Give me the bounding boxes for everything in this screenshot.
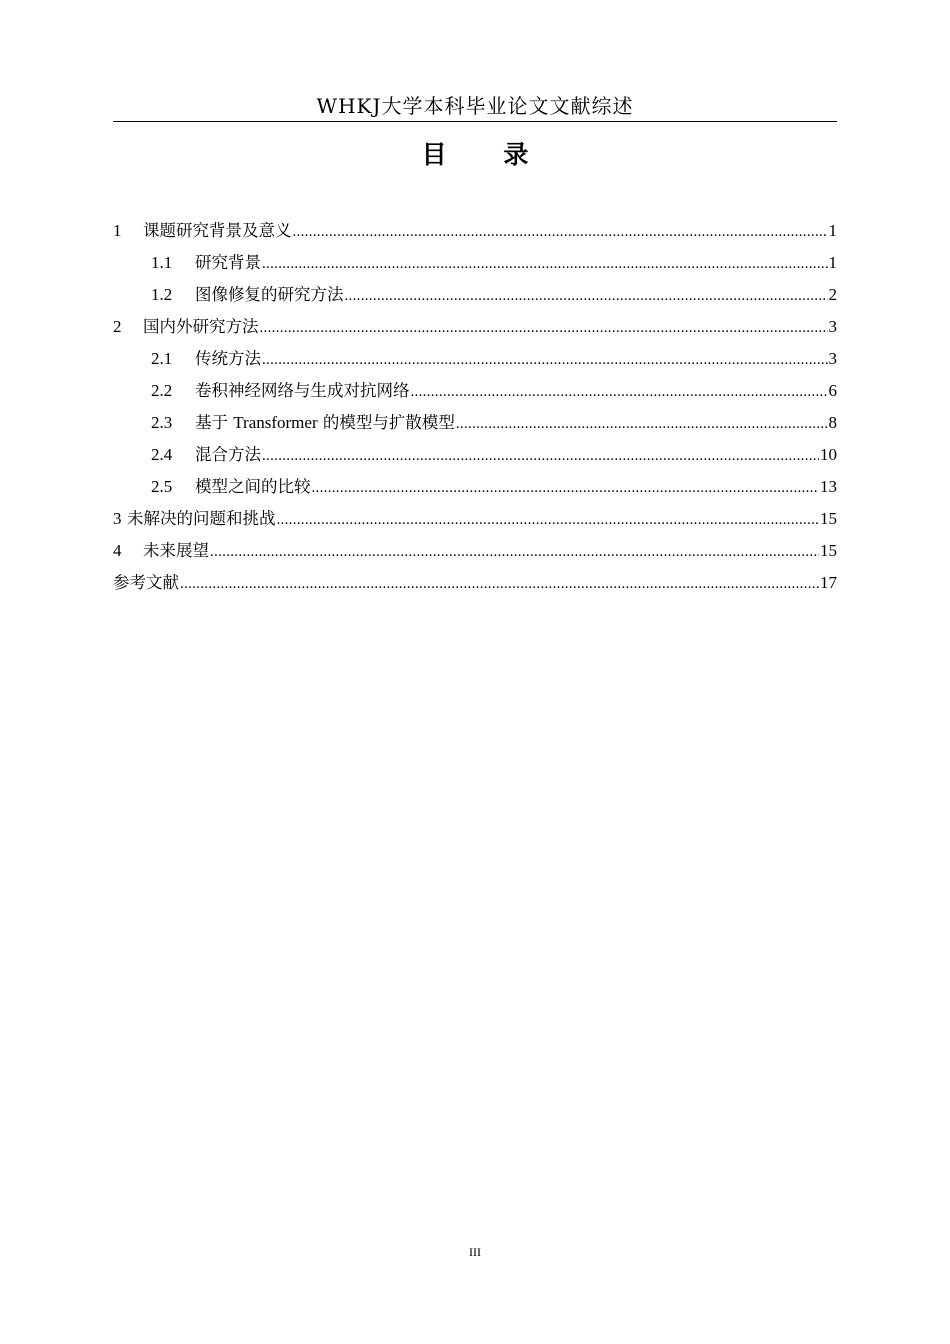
toc-entry-2-4[interactable] bbox=[113, 439, 837, 471]
toc-entry-number: 4 bbox=[113, 541, 122, 560]
toc-entry-page: 1 bbox=[828, 253, 837, 272]
toc-entry-label bbox=[195, 407, 455, 439]
toc-entry-page: 17 bbox=[820, 573, 837, 592]
toc-entry-2-3[interactable] bbox=[113, 407, 837, 439]
toc-entry-page: 10 bbox=[820, 445, 837, 464]
toc-entry-2-1[interactable] bbox=[113, 343, 837, 375]
toc-title: 目 录 bbox=[421, 140, 553, 169]
toc-entry-label: 参考文献 bbox=[113, 573, 179, 592]
toc-entry-number: 1.1 bbox=[151, 253, 173, 272]
toc-entry-label: 混合方法 bbox=[195, 445, 261, 464]
toc-entry-label-suffix: 的模型与扩散模型 bbox=[317, 413, 455, 432]
header-rule bbox=[113, 121, 837, 122]
toc-entry-page: 13 bbox=[820, 477, 837, 496]
dot-leader bbox=[345, 279, 828, 312]
toc-entry-2[interactable] bbox=[113, 311, 837, 343]
toc-entry-1-1[interactable] bbox=[113, 247, 837, 279]
toc-entry-page: 6 bbox=[828, 381, 837, 400]
toc-entry-label: 传统方法 bbox=[195, 349, 261, 368]
toc-entry-number: 2.5 bbox=[151, 477, 173, 496]
toc-entry-number: 1 bbox=[113, 221, 122, 240]
toc-entry-label: 未来展望 bbox=[143, 541, 209, 560]
dot-leader bbox=[260, 311, 828, 344]
toc-entry-label: 模型之间的比较 bbox=[195, 477, 311, 496]
toc-entry-page: 1 bbox=[828, 221, 837, 240]
toc-entry-1[interactable] bbox=[113, 215, 837, 247]
dot-leader bbox=[277, 503, 820, 536]
dot-leader bbox=[312, 471, 820, 504]
toc-entry-page: 3 bbox=[828, 349, 837, 368]
toc-entry-number: 2.4 bbox=[151, 445, 173, 464]
toc-entry-label: 研究背景 bbox=[195, 253, 261, 272]
toc-entry-page: 15 bbox=[820, 509, 837, 528]
toc-entry-label: 图像修复的研究方法 bbox=[195, 285, 344, 304]
toc-entry-page: 8 bbox=[828, 413, 837, 432]
toc-entry-label-latin: Transformer bbox=[233, 413, 318, 432]
toc-entry-4[interactable] bbox=[113, 535, 837, 567]
running-header: WHKJ大学本科毕业论文文献综述 bbox=[316, 94, 634, 118]
page-number: III bbox=[469, 1245, 481, 1259]
dot-leader bbox=[456, 407, 828, 440]
toc-entry-1-2[interactable] bbox=[113, 279, 837, 311]
toc-entry-label: 国内外研究方法 bbox=[143, 317, 259, 336]
dot-leader bbox=[262, 247, 828, 280]
toc-entry-page: 15 bbox=[820, 541, 837, 560]
toc-entry-label: 卷积神经网络与生成对抗网络 bbox=[195, 381, 410, 400]
toc-entry-number: 3 bbox=[113, 509, 122, 528]
toc-entry-number: 2 bbox=[113, 317, 122, 336]
toc-entry-page: 2 bbox=[828, 285, 837, 304]
toc-entry-number: 2.1 bbox=[151, 349, 173, 368]
toc-entry-number: 2.3 bbox=[151, 413, 173, 432]
toc-entry-2-5[interactable] bbox=[113, 471, 837, 503]
toc-entry-label-prefix: 基于 bbox=[195, 413, 234, 432]
dot-leader bbox=[210, 535, 819, 568]
toc-entry-2-2[interactable] bbox=[113, 375, 837, 407]
toc-entry-label: 未解决的问题和挑战 bbox=[127, 509, 276, 528]
toc-entry-number: 1.2 bbox=[151, 285, 173, 304]
toc-entry-references[interactable] bbox=[113, 567, 837, 599]
dot-leader bbox=[262, 439, 819, 472]
table-of-contents bbox=[113, 215, 837, 599]
dot-leader bbox=[293, 215, 828, 248]
dot-leader bbox=[411, 375, 828, 408]
toc-entry-3[interactable] bbox=[113, 503, 837, 535]
dot-leader bbox=[262, 343, 828, 376]
toc-entry-number: 2.2 bbox=[151, 381, 173, 400]
toc-entry-page: 3 bbox=[828, 317, 837, 336]
toc-entry-label: 课题研究背景及意义 bbox=[143, 221, 292, 240]
dot-leader bbox=[180, 567, 819, 600]
